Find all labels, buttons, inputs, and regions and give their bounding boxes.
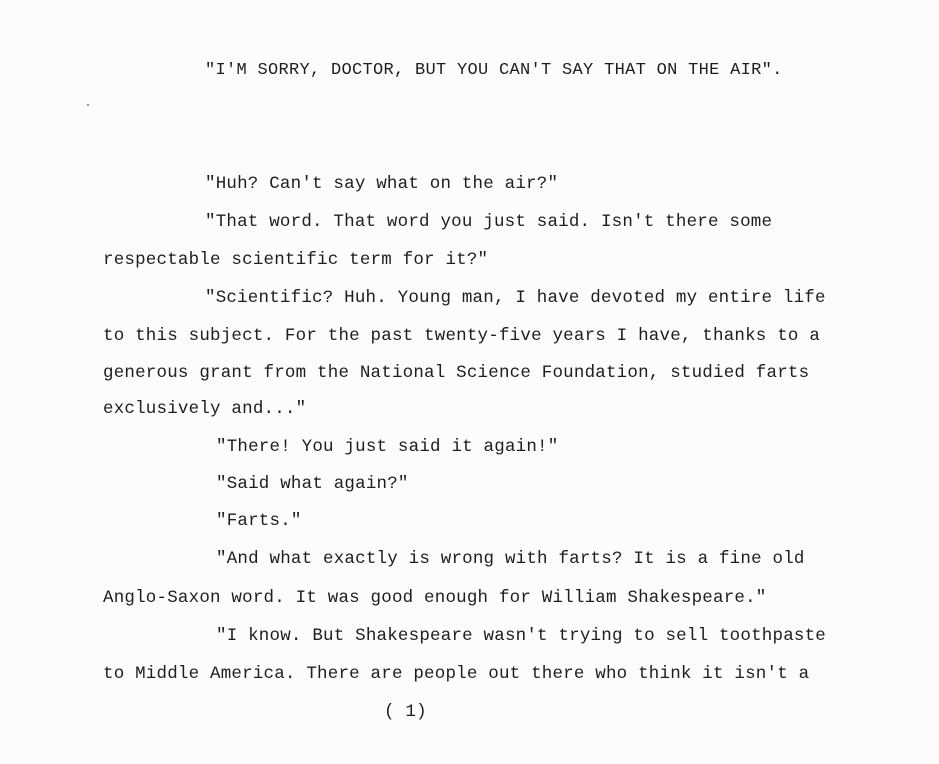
- text-line: "Said what again?": [216, 474, 409, 494]
- text-line: generous grant from the National Science Foundation, studied farts: [103, 363, 810, 383]
- text-line: "Huh? Can't say what on the air?": [205, 174, 559, 194]
- page-number: ( 1): [384, 702, 427, 722]
- text-line: respectable scientific term for it?": [103, 250, 489, 270]
- text-line: exclusively and...": [103, 399, 307, 419]
- page-title: "I'M SORRY, DOCTOR, BUT YOU CAN'T SAY THAT ON THE AIR".: [205, 61, 783, 80]
- text-line: "I know. But Shakespeare wasn't trying to sell toothpaste: [216, 626, 826, 646]
- text-line: to this subject. For the past twenty-five years I have, thanks to a: [103, 326, 821, 346]
- text-line: "And what exactly is wrong with farts? It is a fine old: [216, 549, 805, 569]
- text-line: Anglo-Saxon word. It was good enough for William Shakespeare.": [103, 588, 767, 608]
- paper-speck: [87, 104, 89, 106]
- text-line: "Scientific? Huh. Young man, I have devoted my entire life: [205, 288, 826, 308]
- text-line: "Farts.": [216, 511, 302, 531]
- text-line: "There! You just said it again!": [216, 437, 559, 457]
- text-line: "That word. That word you just said. Isn't there some: [205, 212, 773, 232]
- text-line: to Middle America. There are people out there who think it isn't a: [103, 664, 810, 684]
